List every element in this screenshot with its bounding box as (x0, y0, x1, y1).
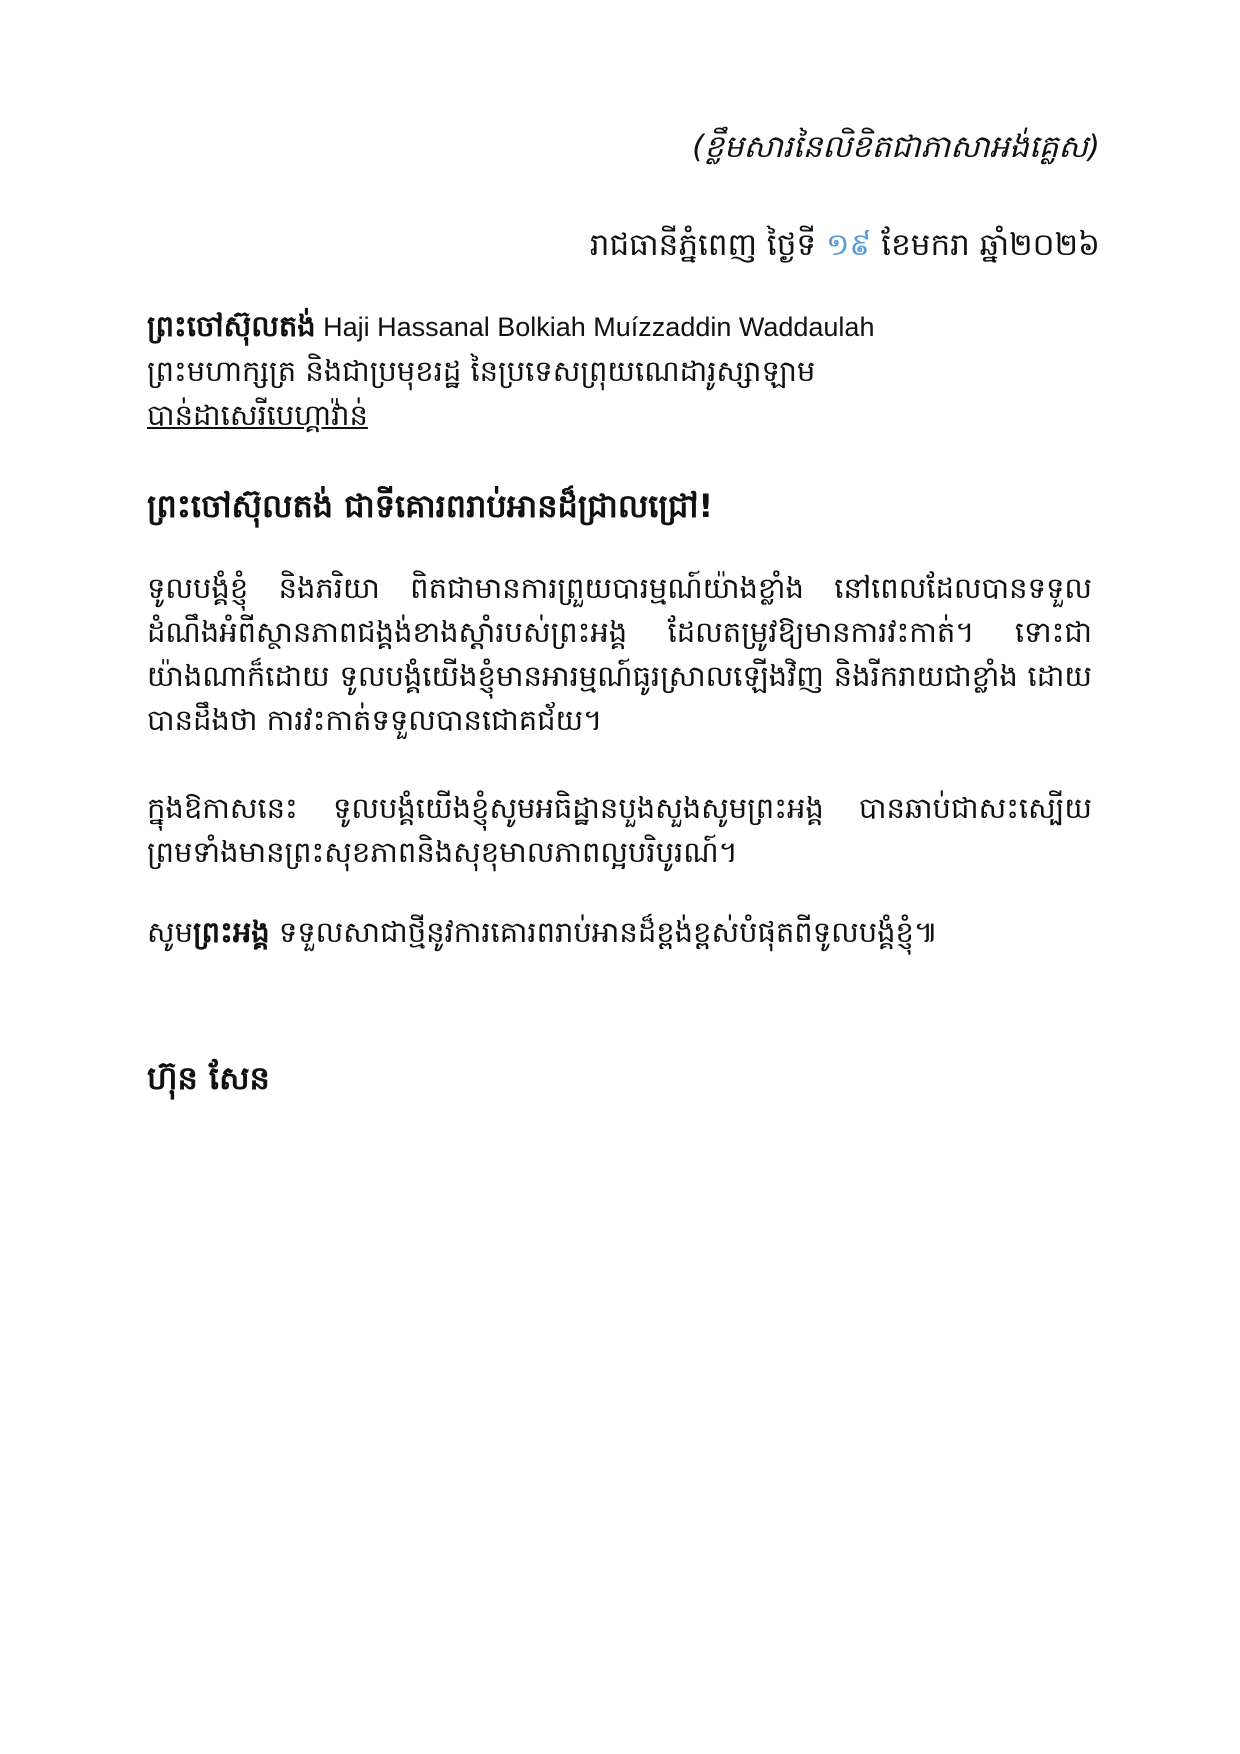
date-day: ១៩ (825, 227, 872, 263)
signature-name: ហ៊ុន សែន (147, 1059, 270, 1097)
addressee-name-line (147, 304, 1097, 349)
closing-prefix: សូម (147, 915, 194, 949)
body-paragraph-2: ក្នុងឱកាសនេះ ទូលបង្គំយើងខ្ញុំសូមអធិដ្ឋានបួងសួងសូមព្រះអង្គ បានឆាប់ជាសះស្បើយ ព្រមទាំងមានព្រះសុខភាពនិងសុខុមាលភាពល្អបរិបូរណ៍។ (147, 791, 1092, 869)
addressee-name: Haji Hassanal Bolkiah Muízzaddin Waddaulah (315, 312, 875, 342)
addressee-block (147, 304, 1097, 437)
date-prefix: រាជធានីភ្នំពេញ ថ្ងៃទី (589, 227, 826, 263)
body-paragraph-3 (147, 910, 1092, 954)
translation-note: (ខ្លឹមសារនៃលិខិតជាភាសាអង់គ្លេស) (692, 129, 1100, 165)
closing-bold-word: ព្រះអង្គ (193, 915, 270, 949)
body-paragraph-1: ទូលបង្គំខ្ញុំ និងភរិយា ពិតជាមានការព្រួយបារម្មណ៍យ៉ាងខ្លាំង នៅពេលដែលបានទទួលដំណឹងអំពីស្ថានភាពជង្គង់ខាងស្តាំរបស់ព្រះអង្គ ដែលតម្រូវឱ្យមានការវះកាត់។ ទោះជាយ៉ាងណាក៏ដោយ ទូលបង្គំយើងខ្ញុំមានអារម្មណ៍ធូរស្រាលឡើងវិញ និងរីករាយជាខ្លាំង ដោយបានដឹងថា ការវះកាត់ទទួលបានជោគជ័យ។ (147, 571, 1092, 737)
date-suffix: ខែមករា ឆ្នាំ២០២៦ (871, 227, 1100, 263)
addressee-title: ព្រះចៅស៊ុលតង់ (147, 309, 316, 343)
addressee-location: បាន់ដាសេរីបេហ្គាវ៉ាន់ (147, 398, 368, 432)
salutation: ព្រះចៅស៊ុលតង់ ជាទីគោរពរាប់អានដ៏ជ្រាលជ្រៅ! (147, 487, 714, 525)
addressee-position: ព្រះមហាក្សត្រ និងជាប្រមុខរដ្ឋ នៃប្រទេសព្រុយណេដារូស្សាឡាម (147, 354, 816, 388)
closing-suffix: ទទួលសាជាថ្មីនូវការគោរពរាប់អានដ៏ខ្ពង់ខ្ពស់បំផុតពីទូលបង្គំខ្ញុំ៕ (269, 915, 939, 949)
date-line (590, 226, 1100, 271)
